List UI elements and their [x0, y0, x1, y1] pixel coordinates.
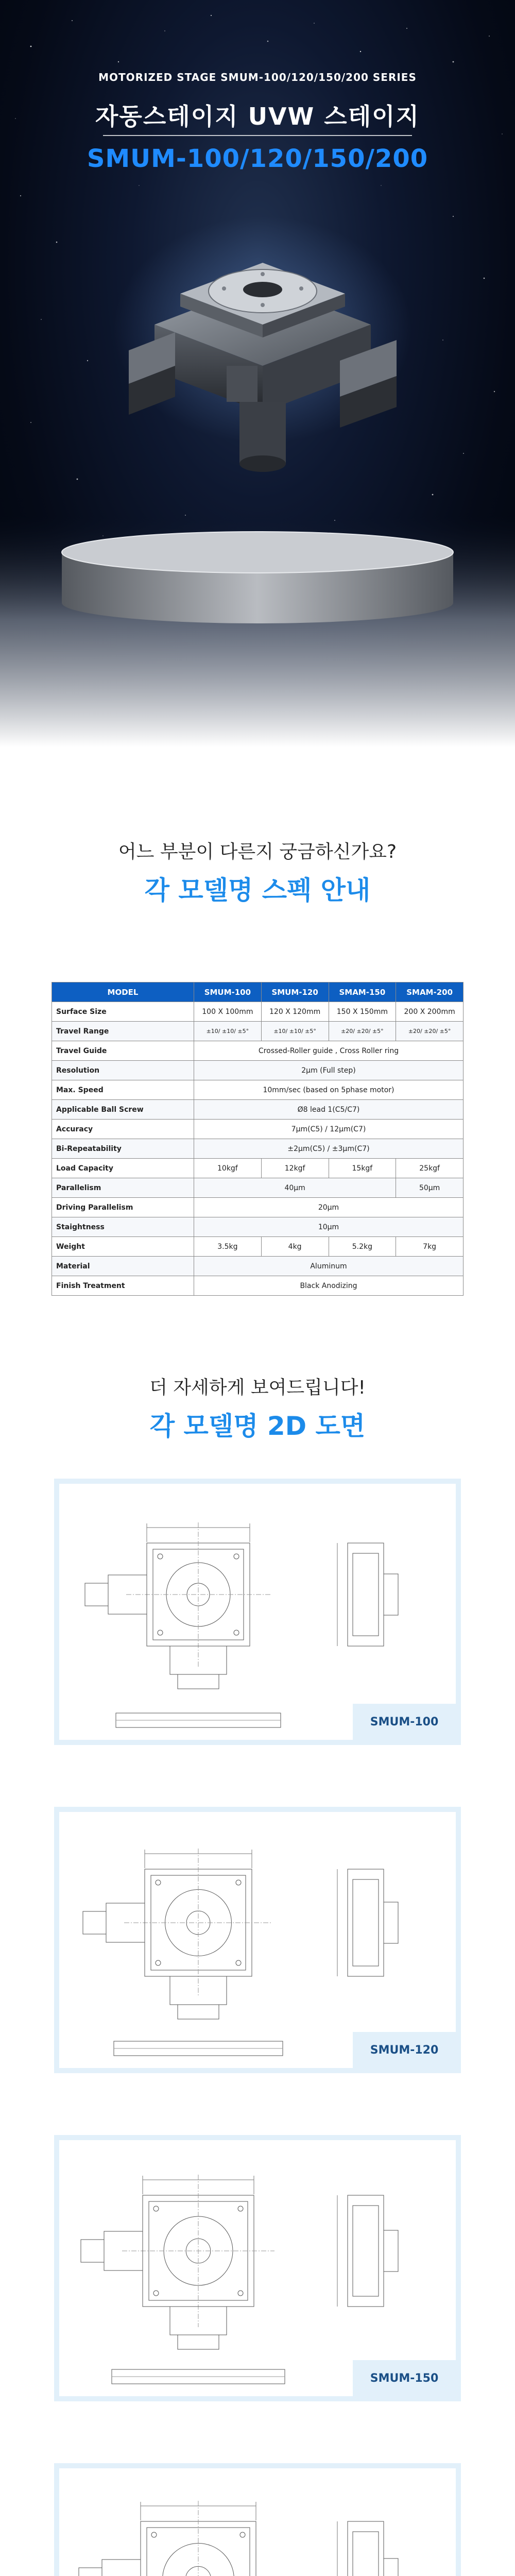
- row-label: Travel Guide: [52, 1041, 194, 1061]
- table-row: [52, 1120, 464, 1139]
- table-row: [52, 1217, 464, 1237]
- drawing-question: 더 자세하게 보여드립니다!: [149, 1377, 366, 1398]
- table-row: [52, 1022, 464, 1041]
- drawing-list: [0, 1443, 515, 2576]
- table-cell: 50μm: [396, 1178, 464, 1198]
- drawing-title: 각 모델명 2D 도면: [149, 1411, 366, 1441]
- table-cell: 5.2kg: [329, 1237, 396, 1257]
- table-cell: 10μm: [194, 1217, 464, 1237]
- technical-drawing-image: [59, 1484, 456, 1740]
- spec-col-smum-120: SMUM-120: [261, 982, 329, 1002]
- table-cell: ±20/ ±20/ ±5°: [329, 1022, 396, 1041]
- row-label: Finish Treatment: [52, 1276, 194, 1296]
- display-pedestal: [0, 515, 515, 747]
- drawing-card: [54, 2135, 461, 2401]
- hero-banner: [0, 0, 515, 747]
- hero-model-names: SMUM-100/120/150/200: [87, 144, 428, 173]
- row-label: Bi-Repeatability: [52, 1139, 194, 1159]
- table-row: [52, 1159, 464, 1178]
- drawing-model-tag: SMUM-150: [353, 2360, 456, 2396]
- drawing-card: [54, 2463, 461, 2576]
- row-label: Max. Speed: [52, 1080, 194, 1100]
- table-cell: 3.5kg: [194, 1237, 262, 1257]
- row-label: Resolution: [52, 1061, 194, 1080]
- table-cell: Crossed-Roller guide , Cross Roller ring: [194, 1041, 464, 1061]
- spec-col-model: MODEL: [52, 982, 194, 1002]
- table-row: [52, 1178, 464, 1198]
- drawing-card: [54, 1807, 461, 2073]
- technical-drawing-image: [59, 2140, 456, 2396]
- table-cell: 10mm/sec (based on 5phase motor): [194, 1080, 464, 1100]
- drawing-card: [54, 1479, 461, 1745]
- spec-col-smum-100: SMUM-100: [194, 982, 262, 1002]
- table-cell: 7kg: [396, 1237, 464, 1257]
- stage-product-image: [108, 196, 417, 505]
- row-label: Surface Size: [52, 1002, 194, 1022]
- drawing-model-tag: SMUM-100: [353, 1704, 456, 1740]
- row-label: Driving Parallelism: [52, 1198, 194, 1217]
- table-cell: Ø8 lead 1(C5/C7): [194, 1100, 464, 1120]
- table-cell: 200 X 200mm: [396, 1002, 464, 1022]
- table-cell: 100 X 100mm: [194, 1002, 262, 1022]
- table-row: [52, 1198, 464, 1217]
- spec-col-smam-200: SMAM-200: [396, 982, 464, 1002]
- row-label: Accuracy: [52, 1120, 194, 1139]
- row-label: Parallelism: [52, 1178, 194, 1198]
- table-cell: 15kgf: [329, 1159, 396, 1178]
- technical-drawing-image: [59, 1812, 456, 2068]
- table-cell: 40μm: [194, 1178, 396, 1198]
- table-row: [52, 1237, 464, 1257]
- technical-drawing-image: [59, 2468, 456, 2576]
- table-cell: 12kgf: [261, 1159, 329, 1178]
- table-row: [52, 1002, 464, 1022]
- table-cell: 7μm(C5) / 12μm(C7): [194, 1120, 464, 1139]
- spec-section: [0, 747, 515, 1296]
- row-label: Load Capacity: [52, 1159, 194, 1178]
- spec-question: 어느 부분이 다른지 궁금하신가요?: [118, 841, 397, 862]
- table-cell: 10kgf: [194, 1159, 262, 1178]
- table-row: [52, 1139, 464, 1159]
- table-cell: 120 X 120mm: [261, 1002, 329, 1022]
- table-cell: 4kg: [261, 1237, 329, 1257]
- table-cell: 2μm (Full step): [194, 1061, 464, 1080]
- table-cell: ±10/ ±10/ ±5°: [261, 1022, 329, 1041]
- spec-table: [52, 982, 464, 1296]
- table-row: [52, 1100, 464, 1120]
- table-cell: 25kgf: [396, 1159, 464, 1178]
- table-row: [52, 1080, 464, 1100]
- spec-col-smam-150: SMAM-150: [329, 982, 396, 1002]
- table-cell: ±10/ ±10/ ±5°: [194, 1022, 262, 1041]
- table-row: [52, 1257, 464, 1276]
- table-cell: 150 X 150mm: [329, 1002, 396, 1022]
- table-cell: ±2μm(C5) / ±3μm(C7): [194, 1139, 464, 1159]
- row-label: Applicable Ball Screw: [52, 1100, 194, 1120]
- table-cell: ±20/ ±20/ ±5°: [396, 1022, 464, 1041]
- table-cell: 20μm: [194, 1198, 464, 1217]
- drawing-section: [0, 1296, 515, 2576]
- table-cell: Aluminum: [194, 1257, 464, 1276]
- table-row: [52, 1276, 464, 1296]
- table-row: [52, 1061, 464, 1080]
- table-row: [52, 1041, 464, 1061]
- spec-title: 각 모델명 스펙 안내: [144, 875, 371, 905]
- row-label: Travel Range: [52, 1022, 194, 1041]
- row-label: Staightness: [52, 1217, 194, 1237]
- hero-series-line: MOTORIZED STAGE SMUM-100/120/150/200 SERIES: [98, 71, 417, 83]
- row-label: Material: [52, 1257, 194, 1276]
- drawing-model-tag: SMUM-120: [353, 2032, 456, 2068]
- table-cell: Black Anodizing: [194, 1276, 464, 1296]
- hero-title: 자동스테이지 UVW 스테이지: [95, 103, 420, 130]
- hero-divider: [103, 135, 412, 136]
- spec-header-row: [52, 982, 464, 1002]
- row-label: Weight: [52, 1237, 194, 1257]
